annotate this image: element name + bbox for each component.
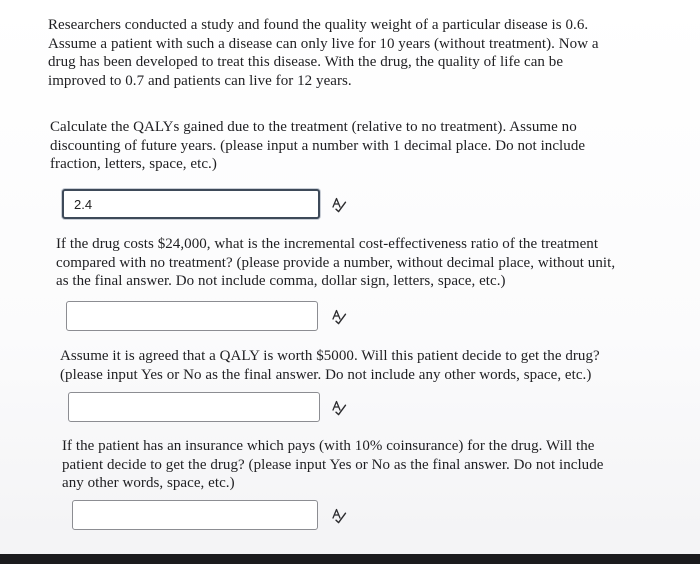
spellcheck-icon[interactable] (330, 507, 348, 525)
question-2-prompt: If the drug costs $24,000, what is the incremental cost-effectiveness ratio of the treatment compared with no treatment? (please provide a number, without decimal place, without unit, as the final answer. Do not include comma, dollar sign, letters, space, etc.) (56, 236, 616, 289)
answer-row-3 (68, 392, 368, 426)
bottom-edge-bar (0, 554, 700, 564)
answer-row-4 (72, 500, 372, 534)
question-intro-text: Researchers conducted a study and found the quality weight of a particular disease is 0.6. Assume a patient with such a disease can only live for 10 years (without treatment). Now a drug has been developed to treat this disease. With the drug, the quality of life can be improved to 0.7 and patients can live for 12 years. (48, 17, 599, 89)
spellcheck-icon[interactable] (330, 308, 348, 326)
answer-input-2[interactable] (66, 301, 318, 331)
answer-row-2 (66, 301, 366, 335)
spellcheck-icon[interactable] (330, 196, 348, 214)
spellcheck-icon[interactable] (330, 399, 348, 417)
answer-input-3[interactable] (68, 392, 320, 422)
answer-row-1 (62, 189, 362, 223)
answer-input-4[interactable] (72, 500, 318, 530)
question-1-prompt: Calculate the QALYs gained due to the treatment (relative to no treatment). Assume no discounting of future years. (please input a number with 1 decimal place. Do not include fraction, letters, space, etc.) (50, 119, 586, 172)
answer-input-1[interactable] (62, 189, 320, 219)
question-4-prompt: If the patient has an insurance which pays (with 10% coinsurance) for the drug. Will the patient decide to get the drug? (please input Yes or No as the final answer. Do not include any other words, space, etc.) (62, 438, 604, 491)
question-3-prompt: Assume it is agreed that a QALY is worth $5000. Will this patient decide to get the drug? (please input Yes or No as the final answer. Do not include any other words, space, etc.) (60, 348, 600, 383)
